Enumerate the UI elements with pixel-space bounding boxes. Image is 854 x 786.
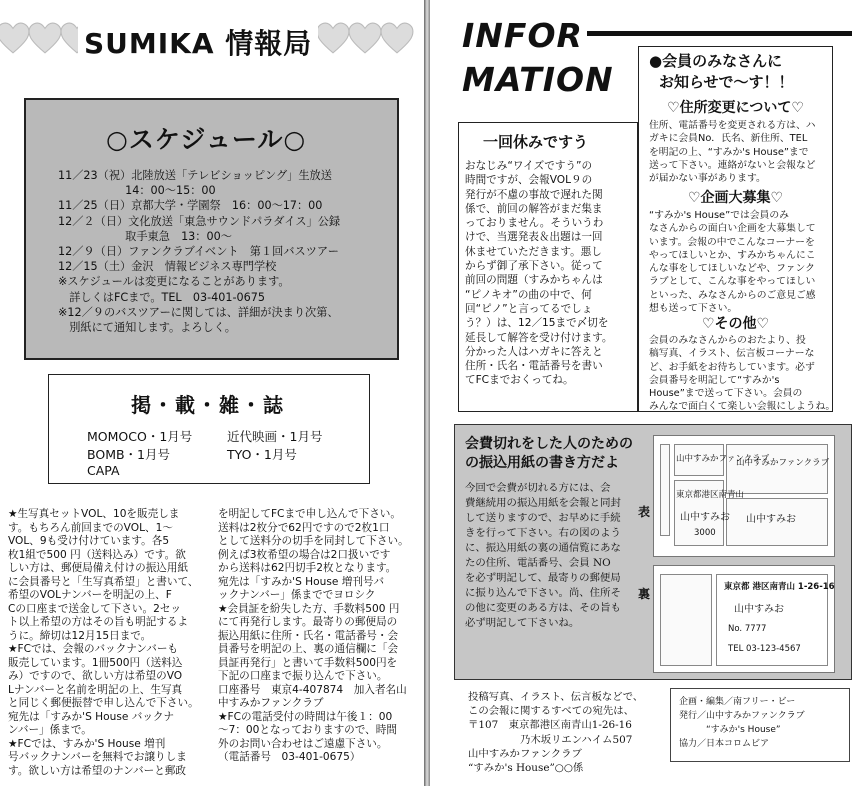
body-line: 口座番号 東京4-407874 加入者名山	[218, 683, 407, 696]
fee-renewal-text	[465, 481, 629, 631]
form-front-amount: 3000	[694, 528, 716, 538]
body-line: 下記の口座まで振り込んで下さい。	[218, 670, 388, 682]
heart-icon	[348, 22, 382, 56]
body-line: ト以上希望の方はその旨も明記するよ	[8, 616, 189, 628]
other-line: 会員番号を明記して“すみか's	[649, 374, 780, 386]
members-heading-line1: ●会員のみなさんに	[649, 52, 783, 70]
form-back-address: 東京都 港区南青山 1-26-16	[724, 582, 835, 592]
transfer-form-front	[653, 435, 835, 557]
body-line: 員番号を明記の上、裏の通信欄に「会	[218, 643, 399, 655]
magazine-item: 近代映画・1月号	[227, 429, 323, 444]
form-back-tel: TEL 03-123-4567	[728, 644, 801, 654]
body-line: を明記してFCまで申し込んで下さい。	[218, 508, 401, 520]
body-line: 外のお問い合わせはご遠慮下さい。	[218, 737, 388, 750]
other-text	[649, 334, 836, 414]
credit-line: 協力／日本コロムビア	[679, 739, 770, 749]
quiz-notice-box	[458, 122, 638, 412]
quiz-notice-text	[465, 159, 635, 388]
magazine-item: MOMOCO・1月号	[87, 429, 193, 444]
contact-line: 山中すみかファンクラブ	[468, 747, 582, 760]
members-notice-box	[638, 46, 836, 413]
body-line: 員証再発行」と書いて手数料500円を	[218, 656, 398, 669]
front-label: 表	[638, 505, 651, 519]
contact-line: 投稿写真、イラスト、伝言板などで、	[468, 691, 644, 703]
fee-renewal-line: たの住所、電話番号、会員 NO	[465, 557, 611, 569]
schedule-entry: 12／２（日）文化放送「東急サウンドパラダイス」公録	[58, 214, 341, 228]
other-line: 稿写真、イラスト、伝言板コーナーな	[649, 348, 815, 360]
fee-renewal-line: 今回で会費が切れる方には、会	[465, 482, 611, 494]
fee-title-line1: 会費切れをした人のための	[465, 436, 633, 452]
quiz-notice-line: てFCまでおくってね。	[465, 374, 574, 387]
body-line: ンバー」係まで。	[8, 724, 92, 736]
body-line: ★FCでは、すみか'S House 増刊	[8, 737, 166, 750]
left-page	[0, 0, 424, 786]
form-back-name: 山中すみお	[734, 604, 784, 615]
other-line: 会員のみなさんからのおたより、投	[649, 335, 806, 346]
body-line: 中すみかファンクラブ	[218, 697, 324, 709]
other-line: House”まで送って下さい。会員の	[649, 388, 803, 400]
heart-icon	[28, 22, 62, 56]
quiz-notice-line: けで、当選発表＆出題は一回	[465, 231, 603, 244]
quiz-notice-line: 分かった人はハガキに答えと	[465, 345, 603, 358]
plan-recruit-line: なさんからの面白い企画を大募集して	[649, 223, 816, 235]
address-change-line: ガキに会員No．氏名、新住所、TEL	[649, 133, 808, 145]
address-change-text	[649, 119, 829, 185]
quiz-notice-line: 前回の問題（すみかちゃんは	[465, 274, 603, 287]
quiz-notice-line: 時間ですが、会報VOL９の	[465, 174, 593, 187]
contact-line: 〒107 東京都港区南青山1-26-16	[468, 719, 632, 732]
magazine-item: TYO・1月号	[227, 447, 297, 462]
credits-box	[670, 688, 850, 762]
body-line: 号バックナンバーを無料でお譲りしま	[8, 751, 187, 763]
schedule-entry: 11／25（日）京都大学・学園祭 16：00～17：00	[58, 199, 323, 213]
contact-line: 乃木坂リエンハイム507	[468, 733, 633, 746]
quiz-notice-line: う？）は、12／15まで〆切を	[465, 317, 609, 330]
fee-renewal-line: して送りますので、お早めに手続	[465, 512, 621, 524]
transfer-form-back	[653, 565, 835, 673]
schedule-entry: 詳しくはFCまで。TEL 03-401-0675	[58, 290, 265, 304]
schedule-title: ○スケジュール○	[106, 125, 307, 154]
right-page	[430, 0, 854, 786]
body-line: ★FCの電話受付の時間は午後１：00	[218, 710, 393, 723]
body-line: ★生写真セットVOL、10を販売しま	[8, 508, 180, 520]
form-back-number: No. 7777	[728, 624, 767, 634]
quiz-notice-title: 一回休みですう	[483, 133, 589, 151]
schedule-entry: 取手東急 13：00～	[58, 229, 232, 243]
plan-recruit-line: います。会報の中でこんなコーナーを	[649, 236, 815, 248]
body-line: にて再発行します。最寄りの郵便局の	[218, 616, 398, 628]
body-line: す。欲しい方は希望のナンバーと郵政	[8, 764, 186, 777]
heart-icon	[316, 22, 350, 56]
body-line: （電話番号 03-401-0675）	[218, 751, 361, 763]
body-line: Lナンバーと名前を明記の上、生写真	[8, 683, 183, 696]
address-change-line: を明記の上、“すみか's House”まで	[649, 146, 809, 158]
schedule-entry: 11／23（祝）北陸放送「テレビショッピング」生放送	[58, 169, 332, 182]
heart-icon	[380, 22, 414, 56]
schedule-entry: 別紙にて通知します。よろしく。	[58, 321, 236, 335]
heart-icon	[0, 22, 30, 56]
quiz-notice-line: 休ませていただきます。悪し	[465, 245, 602, 258]
body-line: ★会員証を紛失した方、手数料500 円	[218, 602, 400, 615]
fee-renewal-line: きを行って下さい。右の図のよう	[465, 527, 621, 539]
body-line: ～7：00となっておりますので、時間	[218, 724, 397, 736]
body-line: Cの口座まで送金して下さい。2セッ	[8, 602, 182, 615]
fee-renewal-title	[465, 435, 633, 473]
quiz-notice-line: 住所・氏名・電話番号を書い	[465, 360, 603, 373]
plan-recruit-line: ラブとして、こんな事をやってほしい	[649, 276, 816, 288]
body-line: から送料は62円切手2枚となります。	[218, 562, 397, 574]
other-title: ♡その他♡	[701, 316, 770, 332]
fee-title-line2: の振込用紙の書き方だよ	[465, 455, 619, 471]
body-column-1	[8, 508, 216, 778]
schedule-entry: 14：00～15：00	[58, 184, 216, 198]
other-line: ど、お手紙をお待ちしています。必ず	[649, 361, 815, 373]
form-front-account-copy: 山中すみかファンクラブ	[736, 458, 830, 468]
magazine-item: CAPA	[87, 463, 120, 478]
schedule-entry: 12／９（日）ファンクラブイベント 第１回バスツアー	[58, 245, 339, 259]
magazine-item: BOMB・1月号	[87, 447, 171, 462]
information-title	[462, 14, 614, 102]
form-account-name: 山中すみかファンクラブ	[676, 454, 770, 464]
credit-line: 発行／山中すみかファンクラブ	[679, 711, 805, 721]
contact-address	[468, 690, 643, 775]
members-heading	[649, 51, 794, 93]
schedule-box	[24, 98, 399, 360]
plan-recruit-line: 想も送って下さい。	[649, 303, 738, 315]
body-line: 例えば3枚希望の場合は2口扱いです	[218, 548, 391, 561]
plan-recruit-line: といった、みなさんからのご意見ご感	[649, 289, 816, 301]
body-line: と同じく郵便振替で申し込んで下さい。	[8, 697, 199, 709]
plan-recruit-line: やってほしいとか、すみかちゃんにこ	[649, 249, 816, 261]
quiz-notice-line: っておりません。そういうわ	[465, 217, 604, 230]
quiz-notice-line: “ピノキオ”の曲の中で、何	[465, 288, 592, 301]
contact-line: “すみか's House”○○係	[468, 762, 584, 775]
fee-renewal-box	[454, 424, 852, 680]
schedule-list	[58, 168, 340, 335]
body-line: VOL、9も受け付けています。各5	[8, 535, 170, 547]
schedule-entry: ※スケジュールは変更になることがあります。	[58, 275, 290, 289]
left-body-text	[0, 508, 424, 777]
quiz-notice-line: 発行が不慮の事故で遅れた関	[465, 188, 603, 201]
address-change-line: が届かない事があります。	[649, 173, 766, 185]
plan-recruit-line: んな事をしてほしいなどや、ファンク	[649, 263, 815, 275]
members-heading-line2: お知らせで～す！！	[659, 73, 794, 91]
fee-renewal-line: 費継続用の振込用紙を会報と同封	[465, 497, 621, 509]
plan-recruit-text	[649, 209, 829, 315]
information-title-line2: MATION	[462, 60, 614, 99]
fee-renewal-line: 必ず明記して下さいね。	[465, 617, 580, 629]
form-front-name-copy: 山中すみお	[746, 514, 796, 525]
quiz-notice-line: 延長して解答を受け付けます。	[465, 331, 613, 344]
quiz-notice-line: 回“ピノ”と言ってるでしょ	[465, 302, 593, 315]
body-line: うに。締切は12月15日まで。	[8, 629, 152, 642]
address-change-line: 住所、電話番号を変更される方は、ハ	[649, 120, 816, 131]
fee-renewal-line: に、振込用紙の裏の通信覧にあな	[465, 542, 621, 554]
fee-renewal-line: を必ず明記して、最寄りの郵便局	[465, 572, 621, 584]
schedule-entry: 12／15（土）金沢 情報ビジネス専門学校	[58, 260, 277, 274]
body-line: 宛先は「すみか'S House バックナ	[8, 710, 175, 723]
schedule-entry: ※12／９のバスツアーに関しては、詳細が決まり次第、	[58, 305, 339, 319]
body-line: として送料分の切手を同封して下さい。	[218, 535, 409, 547]
body-line: み）ですので、欲しい方は希望のVO	[8, 670, 183, 682]
address-change-line: 送って下さい。連絡がないと会報など	[649, 159, 816, 171]
fee-renewal-line: の他に変更のある方は、その旨も	[465, 602, 621, 614]
fee-renewal-line: に振り込んで下さい。尚、住所そ	[465, 587, 621, 599]
credit-line: “すみか's House”	[679, 725, 781, 735]
back-label: 裏	[638, 587, 651, 601]
quiz-notice-line: おなじみ“ワイズですう”の	[465, 160, 593, 172]
form-front-name: 山中すみお	[680, 512, 730, 523]
body-line: 枚1組で500 円（送料込み）です。欲	[8, 548, 186, 561]
body-column-2	[218, 508, 424, 765]
body-line: 宛先は「すみか'S House 増刊号バ	[218, 575, 385, 588]
body-line: 送料は2枚分で62円ですので2枚1口	[218, 521, 390, 534]
body-line: 販売しています。1冊500円（送料込	[8, 656, 183, 669]
magazines-title: 掲・載・雑・誌	[131, 393, 285, 417]
quiz-notice-line: からず御了承下さい。従って	[465, 260, 603, 273]
page-title: SUMIKA 情報局	[78, 22, 318, 62]
body-line: に会員番号と「生写真希望」と書いて、	[8, 575, 199, 588]
contact-line: この会報に関するすべての宛先は、	[468, 705, 635, 718]
title-rule	[587, 31, 852, 36]
address-change-title: ♡住所変更について♡	[667, 100, 804, 116]
body-line: 振込用紙に住所・氏名・電話番号・会	[218, 629, 399, 642]
body-line: しい方は、郵便局備え付けの振込用紙	[8, 562, 189, 574]
magazines-box	[48, 374, 370, 484]
other-line: みんなで面白くて楽しい会報にしようね。	[649, 401, 836, 413]
plan-recruit-line: “すみか's House”では会員のみ	[649, 210, 789, 221]
quiz-notice-line: 係で、前回の解答がまだ集ま	[465, 202, 603, 215]
information-title-line1: INFOR	[462, 16, 583, 55]
plan-recruit-title: ♡企画大募集♡	[687, 190, 784, 206]
body-line: ックナンバー」係まででヨロシク	[218, 589, 376, 601]
body-line: ★FCでは、会報のバックナンバーも	[8, 643, 179, 655]
body-line: す。もちろん前回までのVOL、1～	[8, 521, 173, 534]
form-front-address: 東京都港区南青山	[676, 490, 745, 500]
body-line: 希望のVOLナンバーを明記の上、F	[8, 589, 172, 601]
credit-line: 企画・編集／南フリー・ビー	[679, 697, 796, 707]
